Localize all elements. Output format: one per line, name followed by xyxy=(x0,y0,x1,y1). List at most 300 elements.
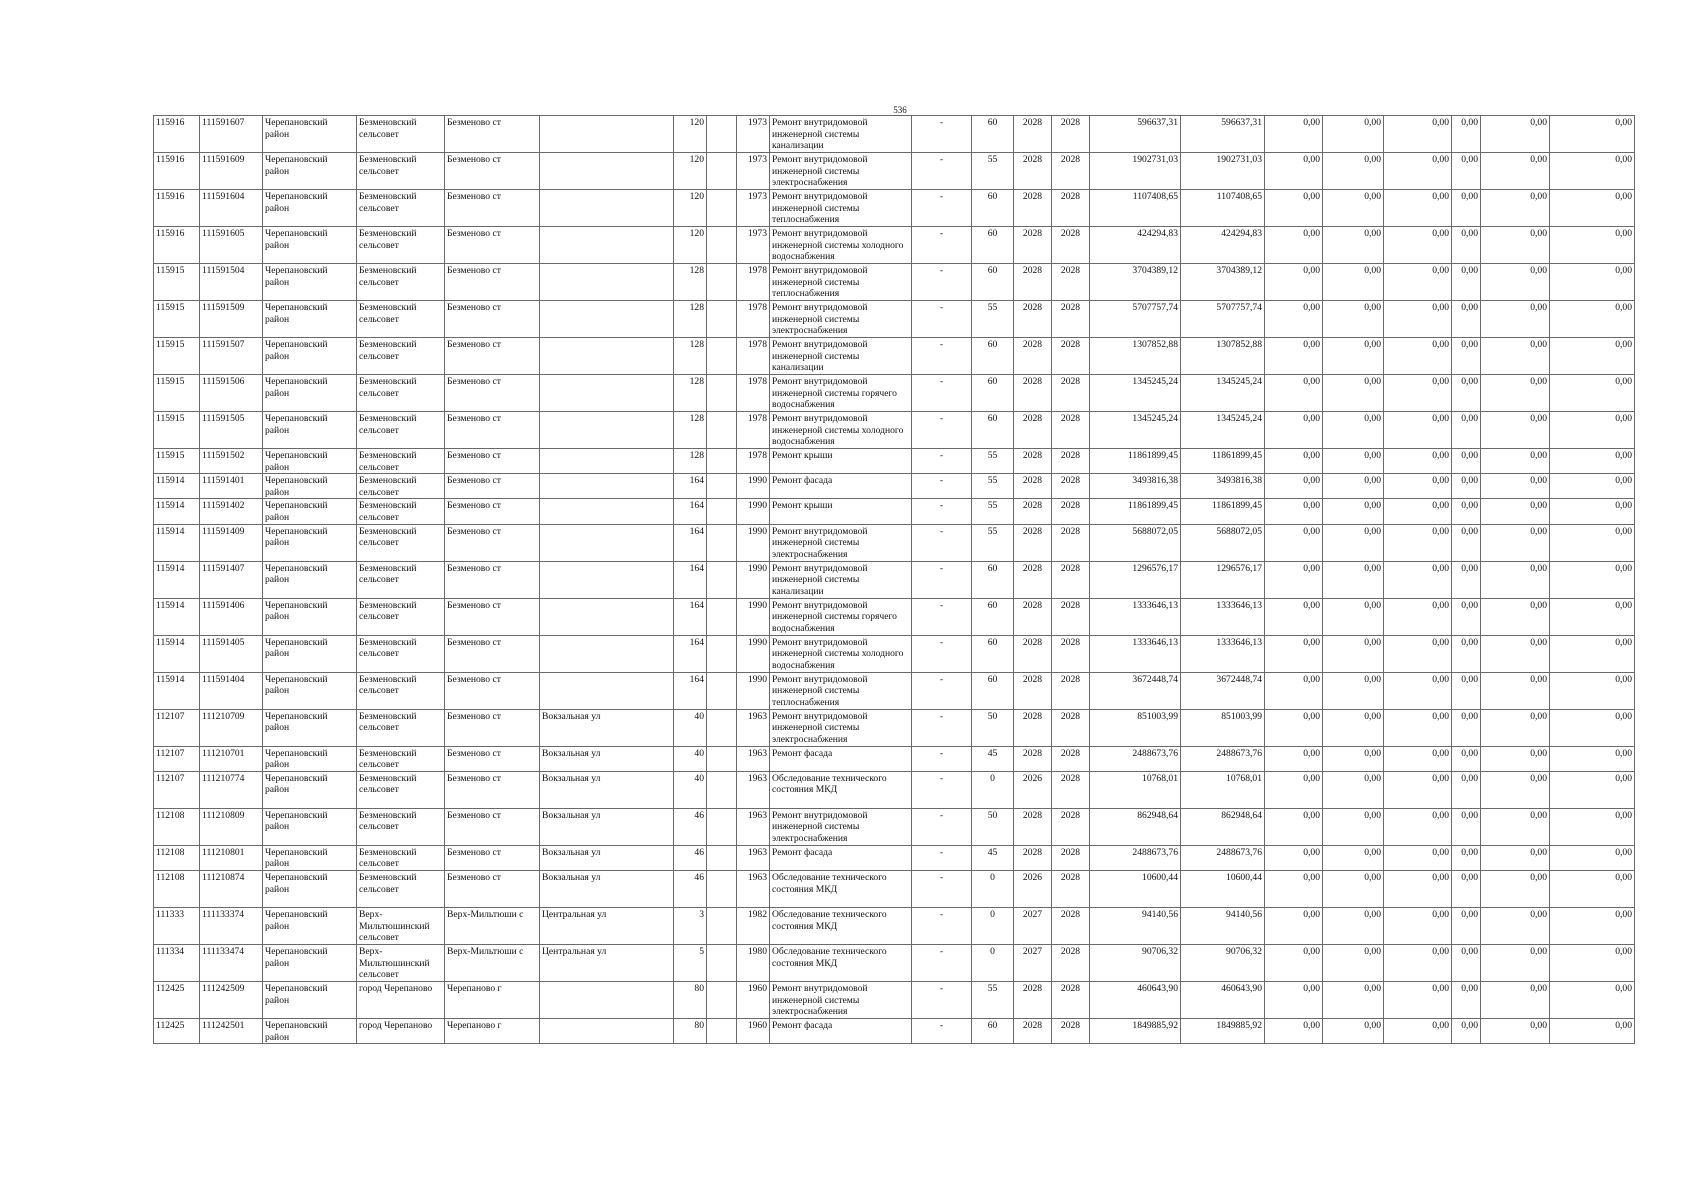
cell-building xyxy=(707,598,737,635)
cell-value-5: 0,00 xyxy=(1481,1018,1550,1043)
cell-value-2: 0,00 xyxy=(1323,153,1384,190)
cell-house-number: 120 xyxy=(674,116,707,153)
cell-cost-fund: 10600,44 xyxy=(1181,870,1265,907)
cell-municipality: Безменовский сельсовет xyxy=(357,338,445,375)
cell-dash: - xyxy=(912,944,972,981)
cell-service-life: 60 xyxy=(972,635,1014,672)
cell-year-to: 2028 xyxy=(1052,116,1090,153)
cell-municipality: Безменовский сельсовет xyxy=(357,635,445,672)
cell-work-type: Ремонт фасада xyxy=(770,474,912,499)
cell-value-3: 0,00 xyxy=(1384,870,1452,907)
cell-value-5: 0,00 xyxy=(1481,412,1550,449)
cell-value-1: 0,00 xyxy=(1265,1018,1323,1043)
cell-year-from: 2028 xyxy=(1014,449,1052,474)
cell-street xyxy=(540,561,674,598)
cell-house-number: 128 xyxy=(674,264,707,301)
cell-cost-fund: 1902731,03 xyxy=(1181,153,1265,190)
table-row xyxy=(154,524,1635,561)
cell-locality: Безменово ст xyxy=(445,301,540,338)
table-row xyxy=(154,709,1635,746)
cell-locality: Безменово ст xyxy=(445,153,540,190)
cell-dash: - xyxy=(912,981,972,1018)
cell-value-5: 0,00 xyxy=(1481,116,1550,153)
cell-municipality: Верх-Мильтюшинский сельсовет xyxy=(357,944,445,981)
cell-value-2: 0,00 xyxy=(1323,981,1384,1018)
cell-year-to: 2028 xyxy=(1052,672,1090,709)
cell-value-6: 0,00 xyxy=(1550,375,1635,412)
cell-value-3: 0,00 xyxy=(1384,746,1452,771)
cell-value-5: 0,00 xyxy=(1481,499,1550,524)
cell-value-1: 0,00 xyxy=(1265,746,1323,771)
cell-locality: Безменово ст xyxy=(445,635,540,672)
cell-object-id: 115914 xyxy=(154,474,200,499)
cell-service-life: 60 xyxy=(972,375,1014,412)
cell-building xyxy=(707,808,737,845)
cell-year-from: 2028 xyxy=(1014,598,1052,635)
cell-value-6: 0,00 xyxy=(1550,190,1635,227)
cell-year-from: 2026 xyxy=(1014,870,1052,907)
cell-house-number: 164 xyxy=(674,672,707,709)
cell-year-to: 2028 xyxy=(1052,598,1090,635)
cell-building xyxy=(707,746,737,771)
cell-house-number: 80 xyxy=(674,1018,707,1043)
cell-work-type: Ремонт внутридомовой инженерной системы теплоснабжения xyxy=(770,190,912,227)
cell-commissioning-year: 1978 xyxy=(737,264,770,301)
cell-value-6: 0,00 xyxy=(1550,449,1635,474)
cell-cost-fund: 11861899,45 xyxy=(1181,499,1265,524)
cell-value-3: 0,00 xyxy=(1384,1018,1452,1043)
cell-locality: Безменово ст xyxy=(445,338,540,375)
cell-value-5: 0,00 xyxy=(1481,635,1550,672)
cell-building xyxy=(707,116,737,153)
cell-value-5: 0,00 xyxy=(1481,264,1550,301)
cell-dash: - xyxy=(912,524,972,561)
cell-building xyxy=(707,1018,737,1043)
cell-municipality: Безменовский сельсовет xyxy=(357,227,445,264)
cell-cost-fund: 1849885,92 xyxy=(1181,1018,1265,1043)
table-body xyxy=(154,116,1635,1044)
cell-commissioning-year: 1973 xyxy=(737,116,770,153)
cell-value-2: 0,00 xyxy=(1323,845,1384,870)
cell-cost-total: 3493816,38 xyxy=(1090,474,1181,499)
cell-object-id: 112107 xyxy=(154,771,200,808)
cell-value-4: 0,00 xyxy=(1452,746,1481,771)
cell-building xyxy=(707,227,737,264)
cell-dash: - xyxy=(912,771,972,808)
cell-value-3: 0,00 xyxy=(1384,845,1452,870)
cell-work-code: 111591609 xyxy=(200,153,263,190)
cell-value-2: 0,00 xyxy=(1323,449,1384,474)
cell-object-id: 115915 xyxy=(154,338,200,375)
cell-cost-fund: 1307852,88 xyxy=(1181,338,1265,375)
cell-value-3: 0,00 xyxy=(1384,153,1452,190)
cell-dash: - xyxy=(912,870,972,907)
cell-work-code: 111591605 xyxy=(200,227,263,264)
cell-building xyxy=(707,845,737,870)
cell-house-number: 46 xyxy=(674,870,707,907)
cell-year-to: 2028 xyxy=(1052,499,1090,524)
cell-dash: - xyxy=(912,561,972,598)
cell-building xyxy=(707,301,737,338)
cell-district: Черепановский район xyxy=(263,907,357,944)
cell-commissioning-year: 1963 xyxy=(737,771,770,808)
cell-locality: Верх-Мильтюши с xyxy=(445,944,540,981)
cell-service-life: 55 xyxy=(972,524,1014,561)
cell-commissioning-year: 1990 xyxy=(737,499,770,524)
cell-value-2: 0,00 xyxy=(1323,474,1384,499)
cell-cost-fund: 1345245,24 xyxy=(1181,412,1265,449)
cell-cost-fund: 1107408,65 xyxy=(1181,190,1265,227)
cell-year-from: 2028 xyxy=(1014,524,1052,561)
cell-service-life: 55 xyxy=(972,449,1014,474)
cell-dash: - xyxy=(912,375,972,412)
cell-district: Черепановский район xyxy=(263,264,357,301)
cell-value-5: 0,00 xyxy=(1481,672,1550,709)
cell-commissioning-year: 1973 xyxy=(737,153,770,190)
cell-value-5: 0,00 xyxy=(1481,375,1550,412)
cell-value-2: 0,00 xyxy=(1323,561,1384,598)
cell-street xyxy=(540,1018,674,1043)
cell-street xyxy=(540,301,674,338)
cell-commissioning-year: 1990 xyxy=(737,635,770,672)
cell-locality: Безменово ст xyxy=(445,746,540,771)
cell-work-type: Ремонт внутридомовой инженерной системы горячего водоснабжения xyxy=(770,375,912,412)
cell-object-id: 111333 xyxy=(154,907,200,944)
cell-cost-total: 94140,56 xyxy=(1090,907,1181,944)
cell-locality: Безменово ст xyxy=(445,474,540,499)
cell-cost-fund: 1296576,17 xyxy=(1181,561,1265,598)
cell-district: Черепановский район xyxy=(263,561,357,598)
cell-commissioning-year: 1990 xyxy=(737,524,770,561)
cell-year-to: 2028 xyxy=(1052,227,1090,264)
table-row xyxy=(154,771,1635,808)
cell-object-id: 112108 xyxy=(154,808,200,845)
cell-value-3: 0,00 xyxy=(1384,771,1452,808)
cell-work-type: Ремонт крыши xyxy=(770,449,912,474)
cell-locality: Верх-Мильтюши с xyxy=(445,907,540,944)
cell-value-5: 0,00 xyxy=(1481,561,1550,598)
cell-year-from: 2028 xyxy=(1014,301,1052,338)
cell-object-id: 115916 xyxy=(154,190,200,227)
cell-object-id: 115916 xyxy=(154,116,200,153)
cell-commissioning-year: 1980 xyxy=(737,944,770,981)
cell-year-to: 2028 xyxy=(1052,771,1090,808)
cell-building xyxy=(707,338,737,375)
cell-value-6: 0,00 xyxy=(1550,153,1635,190)
cell-building xyxy=(707,499,737,524)
cell-object-id: 115915 xyxy=(154,375,200,412)
cell-value-6: 0,00 xyxy=(1550,672,1635,709)
cell-value-1: 0,00 xyxy=(1265,709,1323,746)
table-row xyxy=(154,1018,1635,1043)
cell-year-to: 2028 xyxy=(1052,338,1090,375)
cell-cost-fund: 1333646,13 xyxy=(1181,598,1265,635)
cell-value-3: 0,00 xyxy=(1384,449,1452,474)
cell-year-to: 2028 xyxy=(1052,635,1090,672)
cell-year-to: 2028 xyxy=(1052,412,1090,449)
cell-value-4: 0,00 xyxy=(1452,474,1481,499)
cell-dash: - xyxy=(912,116,972,153)
cell-cost-total: 3672448,74 xyxy=(1090,672,1181,709)
cell-service-life: 60 xyxy=(972,672,1014,709)
cell-cost-total: 11861899,45 xyxy=(1090,499,1181,524)
cell-value-4: 0,00 xyxy=(1452,412,1481,449)
cell-locality: Безменово ст xyxy=(445,870,540,907)
cell-street: Центральная ул xyxy=(540,907,674,944)
cell-year-to: 2028 xyxy=(1052,190,1090,227)
cell-value-4: 0,00 xyxy=(1452,598,1481,635)
cell-value-5: 0,00 xyxy=(1481,981,1550,1018)
table-row xyxy=(154,375,1635,412)
cell-street xyxy=(540,227,674,264)
cell-work-type: Ремонт внутридомовой инженерной системы холодного водоснабжения xyxy=(770,635,912,672)
cell-value-2: 0,00 xyxy=(1323,598,1384,635)
cell-dash: - xyxy=(912,598,972,635)
cell-work-type: Ремонт фасада xyxy=(770,1018,912,1043)
cell-street: Вокзальная ул xyxy=(540,771,674,808)
cell-street: Вокзальная ул xyxy=(540,746,674,771)
table-row xyxy=(154,412,1635,449)
cell-commissioning-year: 1982 xyxy=(737,907,770,944)
cell-service-life: 0 xyxy=(972,870,1014,907)
cell-year-from: 2028 xyxy=(1014,375,1052,412)
cell-value-4: 0,00 xyxy=(1452,944,1481,981)
cell-building xyxy=(707,635,737,672)
cell-municipality: Безменовский сельсовет xyxy=(357,190,445,227)
cell-work-code: 111591404 xyxy=(200,672,263,709)
cell-value-6: 0,00 xyxy=(1550,870,1635,907)
cell-value-2: 0,00 xyxy=(1323,412,1384,449)
cell-value-2: 0,00 xyxy=(1323,709,1384,746)
cell-building xyxy=(707,474,737,499)
cell-object-id: 112425 xyxy=(154,981,200,1018)
cell-street xyxy=(540,190,674,227)
cell-house-number: 128 xyxy=(674,412,707,449)
cell-object-id: 115915 xyxy=(154,301,200,338)
cell-cost-total: 1849885,92 xyxy=(1090,1018,1181,1043)
cell-service-life: 50 xyxy=(972,709,1014,746)
cell-cost-total: 90706,32 xyxy=(1090,944,1181,981)
cell-value-1: 0,00 xyxy=(1265,449,1323,474)
cell-cost-total: 862948,64 xyxy=(1090,808,1181,845)
cell-municipality: Безменовский сельсовет xyxy=(357,524,445,561)
cell-building xyxy=(707,412,737,449)
cell-work-code: 111591604 xyxy=(200,190,263,227)
cell-value-6: 0,00 xyxy=(1550,1018,1635,1043)
cell-work-type: Ремонт внутридомовой инженерной системы электроснабжения xyxy=(770,524,912,561)
table-row xyxy=(154,981,1635,1018)
cell-object-id: 112425 xyxy=(154,1018,200,1043)
cell-work-type: Ремонт внутридомовой инженерной системы электроснабжения xyxy=(770,981,912,1018)
cell-year-from: 2028 xyxy=(1014,264,1052,301)
cell-service-life: 60 xyxy=(972,598,1014,635)
cell-value-6: 0,00 xyxy=(1550,746,1635,771)
cell-value-6: 0,00 xyxy=(1550,116,1635,153)
cell-building xyxy=(707,944,737,981)
cell-cost-fund: 460643,90 xyxy=(1181,981,1265,1018)
cell-locality: Безменово ст xyxy=(445,499,540,524)
cell-work-code: 111591502 xyxy=(200,449,263,474)
cell-value-1: 0,00 xyxy=(1265,338,1323,375)
cell-cost-total: 1307852,88 xyxy=(1090,338,1181,375)
cell-district: Черепановский район xyxy=(263,870,357,907)
cell-object-id: 112107 xyxy=(154,746,200,771)
table-row xyxy=(154,635,1635,672)
cell-cost-total: 1333646,13 xyxy=(1090,598,1181,635)
cell-house-number: 128 xyxy=(674,338,707,375)
cell-value-3: 0,00 xyxy=(1384,981,1452,1018)
cell-value-6: 0,00 xyxy=(1550,598,1635,635)
cell-municipality: город Черепаново xyxy=(357,1018,445,1043)
cell-year-to: 2028 xyxy=(1052,944,1090,981)
cell-commissioning-year: 1978 xyxy=(737,412,770,449)
cell-value-6: 0,00 xyxy=(1550,338,1635,375)
cell-year-to: 2028 xyxy=(1052,845,1090,870)
table-row xyxy=(154,907,1635,944)
cell-house-number: 164 xyxy=(674,499,707,524)
cell-year-to: 2028 xyxy=(1052,709,1090,746)
cell-cost-fund: 851003,99 xyxy=(1181,709,1265,746)
cell-value-6: 0,00 xyxy=(1550,227,1635,264)
cell-commissioning-year: 1978 xyxy=(737,301,770,338)
cell-service-life: 60 xyxy=(972,227,1014,264)
cell-value-4: 0,00 xyxy=(1452,153,1481,190)
cell-building xyxy=(707,190,737,227)
cell-value-6: 0,00 xyxy=(1550,499,1635,524)
cell-cost-total: 11861899,45 xyxy=(1090,449,1181,474)
cell-value-4: 0,00 xyxy=(1452,672,1481,709)
cell-work-type: Ремонт внутридомовой инженерной системы электроснабжения xyxy=(770,153,912,190)
cell-value-3: 0,00 xyxy=(1384,598,1452,635)
cell-work-type: Ремонт внутридомовой инженерной системы теплоснабжения xyxy=(770,672,912,709)
cell-service-life: 55 xyxy=(972,474,1014,499)
cell-commissioning-year: 1960 xyxy=(737,981,770,1018)
cell-object-id: 115914 xyxy=(154,672,200,709)
cell-value-3: 0,00 xyxy=(1384,116,1452,153)
cell-object-id: 115914 xyxy=(154,499,200,524)
table-row xyxy=(154,561,1635,598)
cell-cost-total: 1345245,24 xyxy=(1090,375,1181,412)
cell-building xyxy=(707,264,737,301)
cell-cost-fund: 94140,56 xyxy=(1181,907,1265,944)
cell-house-number: 164 xyxy=(674,598,707,635)
cell-value-6: 0,00 xyxy=(1550,907,1635,944)
cell-value-2: 0,00 xyxy=(1323,870,1384,907)
cell-building xyxy=(707,709,737,746)
cell-value-3: 0,00 xyxy=(1384,635,1452,672)
cell-value-2: 0,00 xyxy=(1323,808,1384,845)
cell-cost-total: 3704389,12 xyxy=(1090,264,1181,301)
cell-value-2: 0,00 xyxy=(1323,338,1384,375)
cell-municipality: Безменовский сельсовет xyxy=(357,474,445,499)
cell-district: Черепановский район xyxy=(263,709,357,746)
cell-year-from: 2028 xyxy=(1014,116,1052,153)
cell-locality: Безменово ст xyxy=(445,524,540,561)
cell-work-type: Ремонт внутридомовой инженерной системы канализации xyxy=(770,116,912,153)
cell-cost-total: 5707757,74 xyxy=(1090,301,1181,338)
cell-service-life: 60 xyxy=(972,264,1014,301)
table-row xyxy=(154,845,1635,870)
cell-value-4: 0,00 xyxy=(1452,561,1481,598)
cell-value-4: 0,00 xyxy=(1452,227,1481,264)
cell-street xyxy=(540,116,674,153)
cell-house-number: 164 xyxy=(674,524,707,561)
cell-value-4: 0,00 xyxy=(1452,449,1481,474)
cell-work-type: Обследование технического состояния МКД xyxy=(770,944,912,981)
cell-value-5: 0,00 xyxy=(1481,474,1550,499)
cell-street xyxy=(540,499,674,524)
cell-district: Черепановский район xyxy=(263,746,357,771)
cell-value-5: 0,00 xyxy=(1481,907,1550,944)
cell-value-2: 0,00 xyxy=(1323,672,1384,709)
page-number: 536 xyxy=(893,105,907,115)
cell-commissioning-year: 1963 xyxy=(737,709,770,746)
cell-dash: - xyxy=(912,190,972,227)
cell-district: Черепановский район xyxy=(263,635,357,672)
cell-cost-total: 5688072,05 xyxy=(1090,524,1181,561)
cell-work-type: Ремонт внутридомовой инженерной системы холодного водоснабжения xyxy=(770,412,912,449)
table-row xyxy=(154,449,1635,474)
cell-commissioning-year: 1978 xyxy=(737,338,770,375)
cell-value-2: 0,00 xyxy=(1323,907,1384,944)
table-row xyxy=(154,153,1635,190)
cell-house-number: 40 xyxy=(674,709,707,746)
cell-year-to: 2028 xyxy=(1052,808,1090,845)
cell-dash: - xyxy=(912,635,972,672)
cell-year-from: 2028 xyxy=(1014,635,1052,672)
cell-value-3: 0,00 xyxy=(1384,227,1452,264)
cell-cost-fund: 5707757,74 xyxy=(1181,301,1265,338)
cell-house-number: 3 xyxy=(674,907,707,944)
cell-locality: Безменово ст xyxy=(445,412,540,449)
cell-value-4: 0,00 xyxy=(1452,116,1481,153)
cell-value-1: 0,00 xyxy=(1265,771,1323,808)
cell-value-6: 0,00 xyxy=(1550,771,1635,808)
cell-year-from: 2027 xyxy=(1014,944,1052,981)
cell-cost-total: 1333646,13 xyxy=(1090,635,1181,672)
cell-cost-total: 1107408,65 xyxy=(1090,190,1181,227)
table-row xyxy=(154,264,1635,301)
cell-value-4: 0,00 xyxy=(1452,264,1481,301)
cell-year-from: 2028 xyxy=(1014,412,1052,449)
table-row xyxy=(154,338,1635,375)
cell-dash: - xyxy=(912,709,972,746)
cell-work-code: 111591504 xyxy=(200,264,263,301)
table-row xyxy=(154,116,1635,153)
cell-year-to: 2028 xyxy=(1052,375,1090,412)
cell-year-from: 2028 xyxy=(1014,499,1052,524)
cell-service-life: 60 xyxy=(972,190,1014,227)
table-row xyxy=(154,499,1635,524)
capital-repair-table xyxy=(153,115,1635,1044)
cell-year-to: 2028 xyxy=(1052,981,1090,1018)
table-row xyxy=(154,746,1635,771)
cell-street xyxy=(540,449,674,474)
cell-year-to: 2028 xyxy=(1052,1018,1090,1043)
cell-district: Черепановский район xyxy=(263,981,357,1018)
cell-cost-fund: 596637,31 xyxy=(1181,116,1265,153)
cell-cost-fund: 90706,32 xyxy=(1181,944,1265,981)
cell-year-to: 2028 xyxy=(1052,561,1090,598)
cell-value-1: 0,00 xyxy=(1265,981,1323,1018)
cell-cost-fund: 1333646,13 xyxy=(1181,635,1265,672)
cell-locality: Безменово ст xyxy=(445,709,540,746)
cell-work-type: Ремонт крыши xyxy=(770,499,912,524)
cell-value-3: 0,00 xyxy=(1384,944,1452,981)
cell-service-life: 0 xyxy=(972,944,1014,981)
cell-work-type: Ремонт внутридомовой инженерной системы горячего водоснабжения xyxy=(770,598,912,635)
cell-street xyxy=(540,264,674,301)
